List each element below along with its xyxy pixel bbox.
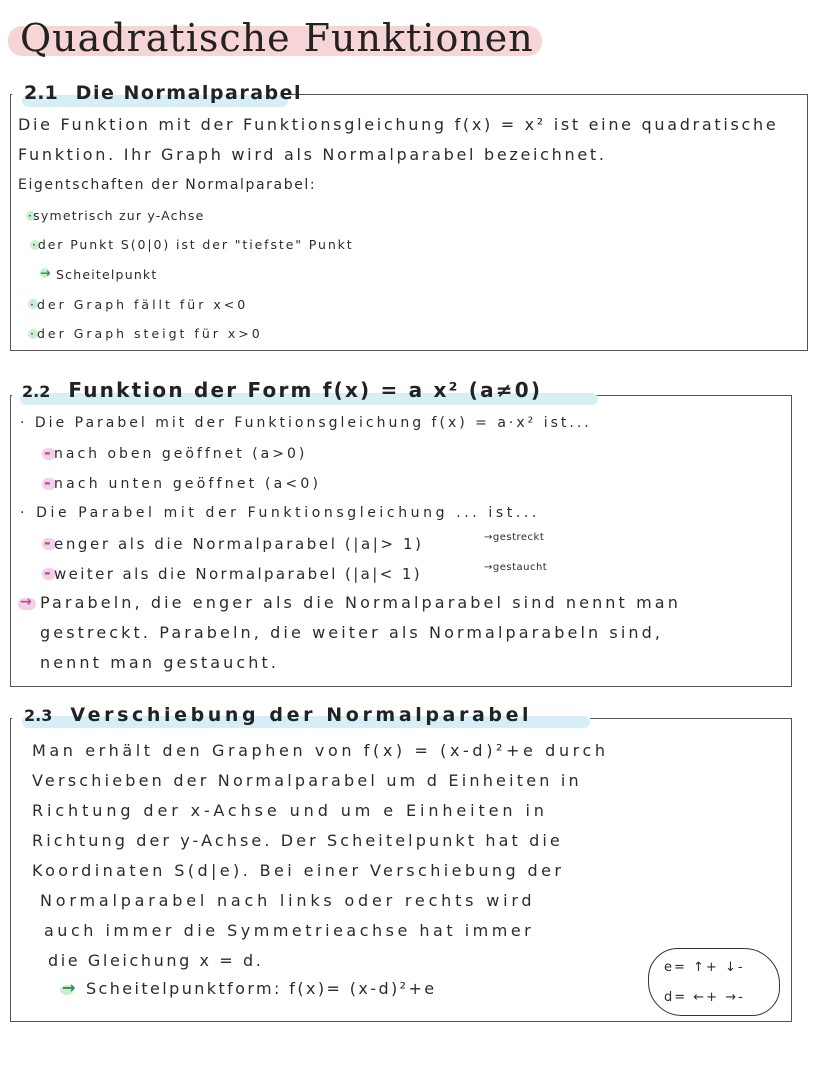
s1-bullet-4: ·der Graph steigt für x>0 — [30, 326, 263, 341]
s3-line-5: Koordinaten S(d|e). Bei einer Verschiebung der — [32, 861, 565, 880]
s3-line-7: auch immer die Symmetrieachse hat immer — [44, 921, 535, 940]
s2-sub-3: enger als die Normalparabel (|a|> 1) — [54, 535, 424, 553]
s2-sub-4: weiter als die Normalparabel (|a|< 1) — [54, 565, 423, 583]
s1-line-3: Eigentschaften der Normalparabel: — [18, 177, 317, 193]
s1-bullet-2: ·der Punkt S(0|0) ist der "tiefste" Punkt — [32, 237, 354, 252]
s2-sub-1: nach oben geöffnet (a>0) — [54, 446, 308, 462]
s2-sub-3-dash: - — [44, 533, 53, 552]
cloud-line-e: e= ↑+ ↓- — [664, 960, 745, 975]
s3-form: Scheitelpunktform: f(x)= (x-d)²+e — [86, 979, 437, 998]
shift-rules-cloud — [648, 948, 780, 1016]
s1-scheitelpunkt: Scheitelpunkt — [56, 267, 158, 282]
s2-bullet-2: · Die Parabel mit der Funktionsgleichung ... ist... — [20, 505, 540, 521]
s1-bullet-1: ·symetrisch zur y-Achse — [28, 208, 205, 223]
cloud-line-d: d= ←+ →- — [664, 990, 745, 1005]
s2-sub-4-dash: - — [44, 563, 53, 582]
s2-sub-2-dash: - — [44, 473, 53, 492]
section-1-heading-line — [290, 94, 807, 95]
s2-sub-3-note: →gestreckt — [484, 532, 545, 543]
s2-conclusion-arrow: → — [20, 594, 34, 610]
s1-line-1: Die Funktion mit der Funktionsgleichung f(x) = x² ist eine quadratische — [18, 115, 779, 134]
section-3-title: Verschiebung der Normalparabel — [70, 704, 533, 726]
s3-line-3: Richtung der x-Achse und um e Einheiten in — [32, 801, 548, 820]
s2-conclusion-2: gestreckt. Parabeln, die weiter als Normalparabeln sind, — [40, 623, 664, 642]
section-1-heading — [24, 82, 302, 104]
s2-conclusion-1: Parabeln, die enger als die Normalparabel sind nennt man — [40, 593, 681, 612]
s2-conclusion-3: nennt man gestaucht. — [40, 653, 280, 672]
section-1-number: 2.1 — [24, 82, 58, 104]
section-1-title: Die Normalparabel — [75, 82, 303, 104]
section-2-heading — [22, 378, 542, 402]
s3-form-arrow: → — [62, 978, 78, 997]
s2-sub-1-dash: - — [44, 443, 53, 462]
page-title: Quadratische Funktionen — [20, 16, 534, 60]
s2-sub-4-note: →gestaucht — [484, 562, 548, 573]
s2-sub-2: nach unten geöffnet (a<0) — [54, 476, 322, 492]
s1-bullet-3: ·der Graph fällt für x<0 — [30, 297, 249, 312]
s3-line-2: Verschieben der Normalparabel um d Einheiten in — [32, 771, 582, 790]
section-3-heading — [24, 704, 532, 726]
section-3-number: 2.3 — [24, 706, 53, 725]
s3-line-6: Normalparabel nach links oder rechts wird — [40, 891, 536, 910]
s3-line-1: Man erhält den Graphen von f(x) = (x-d)²+e durch — [32, 741, 609, 760]
section-2-number: 2.2 — [22, 382, 51, 401]
section-2-title: Funktion der Form f(x) = a x² (a≠0) — [68, 378, 543, 402]
s3-line-8: die Gleichung x = d. — [48, 951, 264, 970]
section-3-heading-line — [592, 718, 791, 719]
s2-bullet-1: · Die Parabel mit der Funktionsgleichung f(x) = a·x² ist... — [20, 415, 592, 431]
s3-line-4: Richtung der y-Achse. Der Scheitelpunkt hat die — [32, 831, 563, 850]
s1-arrow: → — [40, 265, 52, 280]
s1-line-2: Funktion. Ihr Graph wird als Normalparabel bezeichnet. — [18, 145, 607, 164]
section-2-heading-line — [598, 395, 791, 396]
